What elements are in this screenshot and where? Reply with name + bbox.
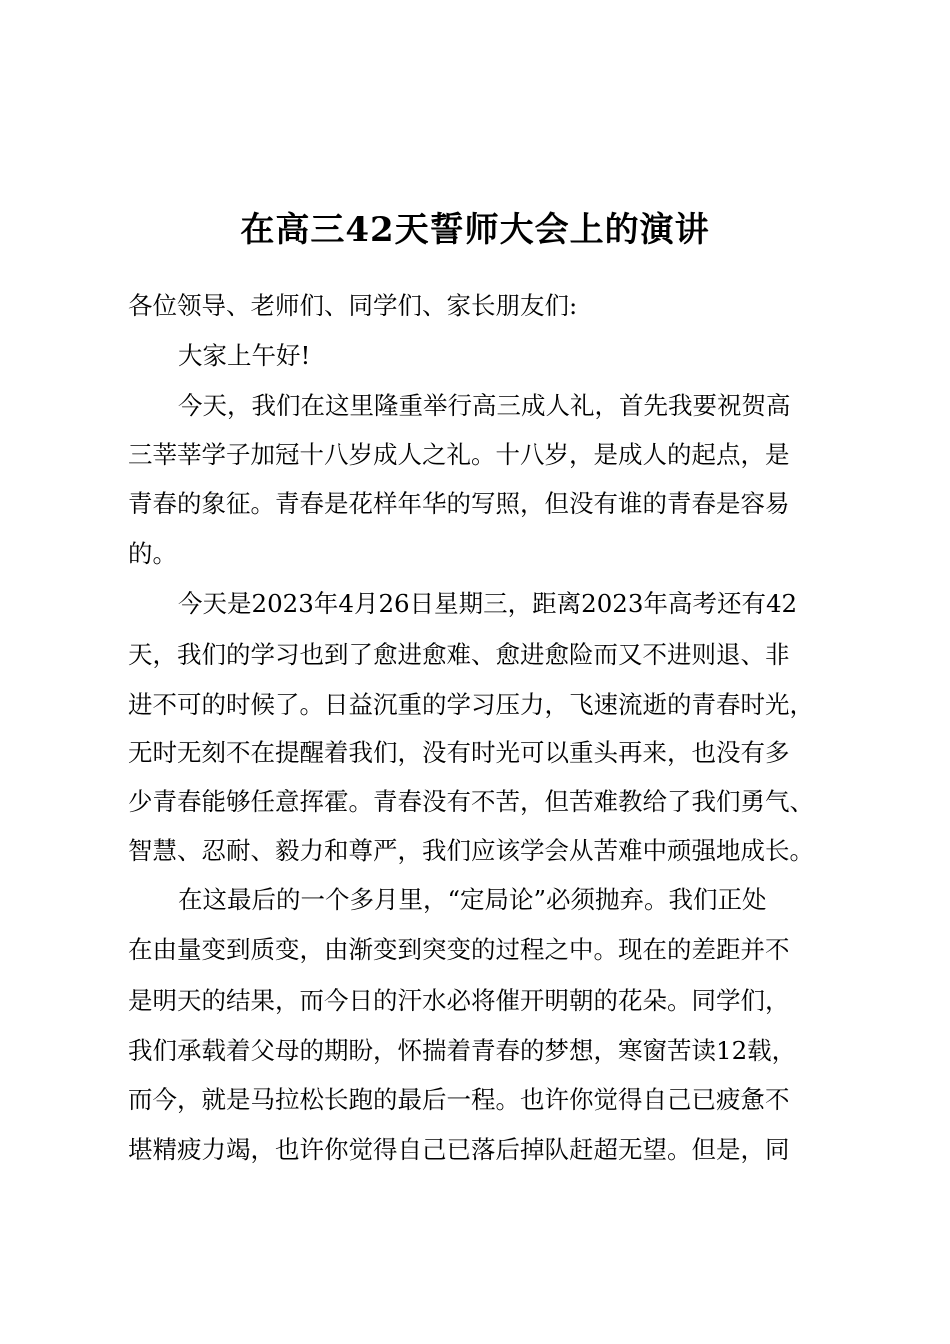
paragraph-3-line-2: 在由量变到质变，由渐变到突变的过程之中。现在的差距并不 bbox=[128, 935, 790, 964]
paragraph-3-line-6: 堪精疲力竭，也许你觉得自己已落后掉队赶超无望。但是，同 bbox=[128, 1135, 790, 1164]
greeting: 大家上午好! bbox=[178, 341, 311, 370]
paragraph-1-line-4: 的。 bbox=[128, 539, 177, 568]
salutation: 各位领导、老师们、同学们、家长朋友们: bbox=[128, 291, 578, 320]
paragraph-3-line-4: 我们承载着父母的期盼，怀揣着青春的梦想，寒窗苦读12载， bbox=[128, 1036, 797, 1065]
paragraph-1-line-2: 三莘莘学子加冠十八岁成人之礼。十八岁，是成人的起点，是 bbox=[128, 440, 790, 469]
paragraph-2-line-3: 进不可的时候了。日益沉重的学习压力，飞速流逝的青春时光， bbox=[128, 690, 814, 719]
paragraph-2-line-4: 无时无刻不在提醒着我们，没有时光可以重头再来，也没有多 bbox=[128, 738, 790, 767]
paragraph-2-line-5: 少青春能够任意挥霍。青春没有不苦，但苦难教给了我们勇气、 bbox=[128, 787, 814, 816]
paragraph-3-line-3: 是明天的结果，而今日的汗水必将催开明朝的花朵。同学们， bbox=[128, 986, 790, 1015]
paragraph-3-line-5: 而今，就是马拉松长跑的最后一程。也许你觉得自己已疲惫不 bbox=[128, 1085, 790, 1114]
document-title: 在高三42天誓师大会上的演讲 bbox=[240, 210, 710, 250]
paragraph-1-line-1: 今天，我们在这里隆重举行高三成人礼，首先我要祝贺高 bbox=[178, 391, 791, 420]
paragraph-2-line-2: 天，我们的学习也到了愈进愈难、愈进愈险而又不进则退、非 bbox=[128, 640, 790, 669]
paragraph-1-line-3: 青春的象征。青春是花样年华的写照，但没有谁的青春是容易 bbox=[128, 489, 790, 518]
paragraph-2-line-6: 智慧、忍耐、毅力和尊严，我们应该学会从苦难中顽强地成长。 bbox=[128, 836, 814, 865]
paragraph-3-line-1: 在这最后的一个多月里，“定局论”必须抛弃。我们正处 bbox=[178, 885, 767, 914]
paragraph-2-line-1: 今天是2023年4月26日星期三，距离2023年高考还有42 bbox=[178, 589, 798, 618]
